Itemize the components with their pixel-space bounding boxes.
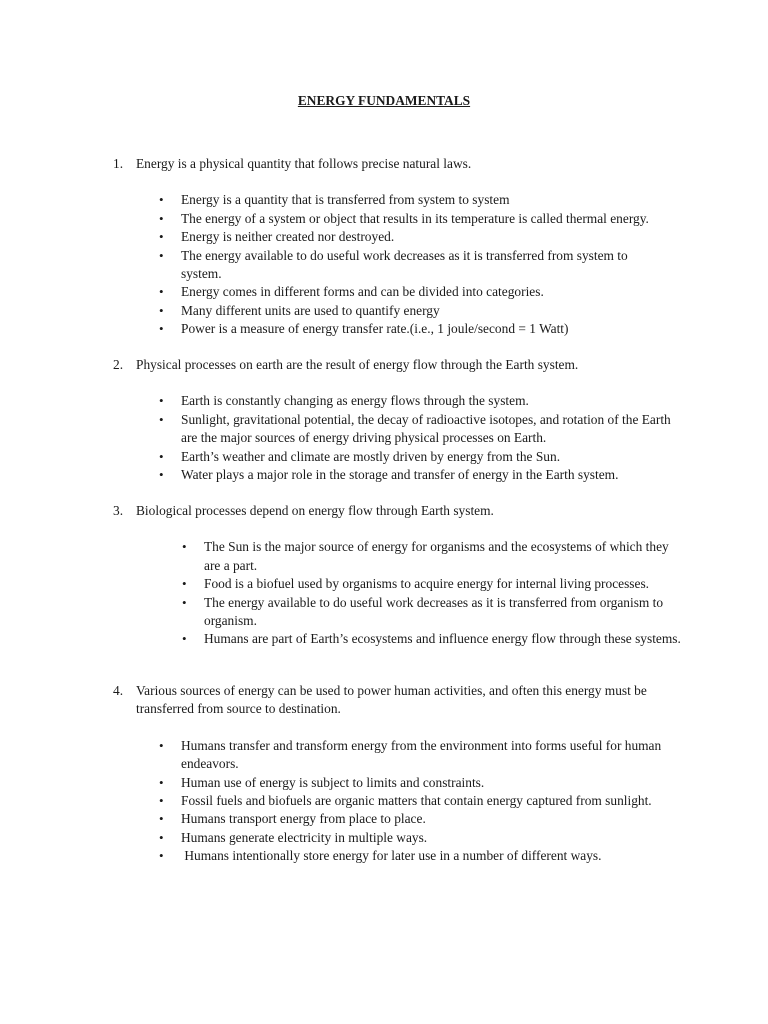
bullet-icon: • bbox=[159, 848, 164, 864]
bullet-icon: • bbox=[159, 793, 164, 809]
list-item: • Humans generate electricity in multiple ways. bbox=[0, 829, 768, 847]
bullet-icon: • bbox=[182, 576, 187, 592]
list-item: • Energy is neither created nor destroyed. bbox=[0, 228, 768, 246]
list-item: • Water plays a major role in the storage and transfer of energy in the Earth system. bbox=[0, 466, 768, 484]
section-number: 3. bbox=[113, 503, 124, 518]
section-heading-text: Various sources of energy can be used to power human activities, and often this energy must be transferred from source to destination. bbox=[136, 683, 647, 717]
section-heading bbox=[0, 155, 768, 173]
list-item: • The energy available to do useful work decreases as it is transferred from system to system. bbox=[159, 247, 628, 282]
section-heading bbox=[0, 502, 768, 520]
list-item: • Earth’s weather and climate are mostly driven by energy from the Sun. bbox=[0, 448, 768, 466]
section-heading-text: Biological processes depend on energy flow through Earth system. bbox=[136, 503, 494, 518]
section-2 bbox=[0, 356, 768, 484]
section-heading-text: Energy is a physical quantity that follows precise natural laws. bbox=[136, 156, 472, 171]
bullet-icon: • bbox=[159, 737, 164, 753]
list-item: • Humans transfer and transform energy from the environment into forms useful for human endeavors. bbox=[159, 737, 662, 772]
bullet-icon: • bbox=[159, 393, 164, 409]
bullet-list bbox=[0, 737, 768, 866]
list-item: • Energy is a quantity that is transferred from system to system bbox=[0, 191, 768, 209]
bullet-icon: • bbox=[159, 829, 164, 845]
bullet-icon: • bbox=[159, 467, 164, 483]
list-item: • Humans intentionally store energy for later use in a number of different ways. bbox=[0, 847, 768, 865]
list-item: • Sunlight, gravitational potential, the decay of radioactive isotopes, and rotation of the Earth are the major sources of energy driving physical processes on Earth. bbox=[159, 411, 671, 446]
bullet-icon: • bbox=[159, 811, 164, 827]
list-item: • Humans are part of Earth’s ecosystems and influence energy flow through these systems. bbox=[0, 630, 768, 648]
bullet-icon: • bbox=[159, 302, 164, 318]
list-item: • Energy comes in different forms and can be divided into categories. bbox=[0, 283, 768, 301]
section-4 bbox=[0, 682, 768, 866]
bullet-icon: • bbox=[159, 210, 164, 226]
list-item: • Human use of energy is subject to limits and constraints. bbox=[0, 774, 768, 792]
section-heading bbox=[0, 682, 768, 719]
bullet-list bbox=[0, 538, 768, 648]
section-number: 1. bbox=[113, 156, 124, 171]
list-item: • Many different units are used to quantify energy bbox=[0, 302, 768, 320]
list-item: • The energy of a system or object that results in its temperature is called thermal energy. bbox=[0, 210, 768, 228]
bullet-icon: • bbox=[159, 774, 164, 790]
bullet-icon: • bbox=[159, 448, 164, 464]
list-item: • Earth is constantly changing as energy flows through the system. bbox=[0, 392, 768, 410]
list-item: • The Sun is the major source of energy for organisms and the ecosystems of which they are a part. bbox=[182, 539, 669, 573]
bullet-list bbox=[0, 191, 768, 338]
list-item: • The energy available to do useful work decreases as it is transferred from organism to organism. bbox=[182, 594, 664, 629]
section-1 bbox=[0, 155, 768, 339]
document-title: ENERGY FUNDAMENTALS bbox=[297, 93, 471, 108]
bullet-icon: • bbox=[182, 631, 187, 647]
section-heading bbox=[0, 356, 768, 374]
bullet-icon: • bbox=[159, 411, 164, 427]
bullet-icon: • bbox=[182, 594, 187, 610]
list-item: • Power is a measure of energy transfer rate.(i.e., 1 joule/second = 1 Watt) bbox=[0, 320, 768, 338]
section-number: 2. bbox=[113, 357, 124, 372]
list-item: • Food is a biofuel used by organisms to acquire energy for internal living processes. bbox=[0, 575, 768, 593]
bullet-icon: • bbox=[159, 321, 164, 337]
section-3 bbox=[0, 502, 768, 649]
list-item: • Humans transport energy from place to place. bbox=[0, 810, 768, 828]
bullet-icon: • bbox=[159, 284, 164, 300]
bullet-icon: • bbox=[159, 229, 164, 245]
section-number: 4. bbox=[113, 683, 124, 698]
section-heading-text: Physical processes on earth are the result of energy flow through the Earth system. bbox=[136, 357, 579, 372]
bullet-icon: • bbox=[159, 247, 164, 263]
bullet-icon: • bbox=[159, 192, 164, 208]
bullet-list bbox=[0, 392, 768, 484]
bullet-icon: • bbox=[182, 539, 187, 555]
list-item: • Fossil fuels and biofuels are organic matters that contain energy captured from sunlight. bbox=[0, 792, 768, 810]
